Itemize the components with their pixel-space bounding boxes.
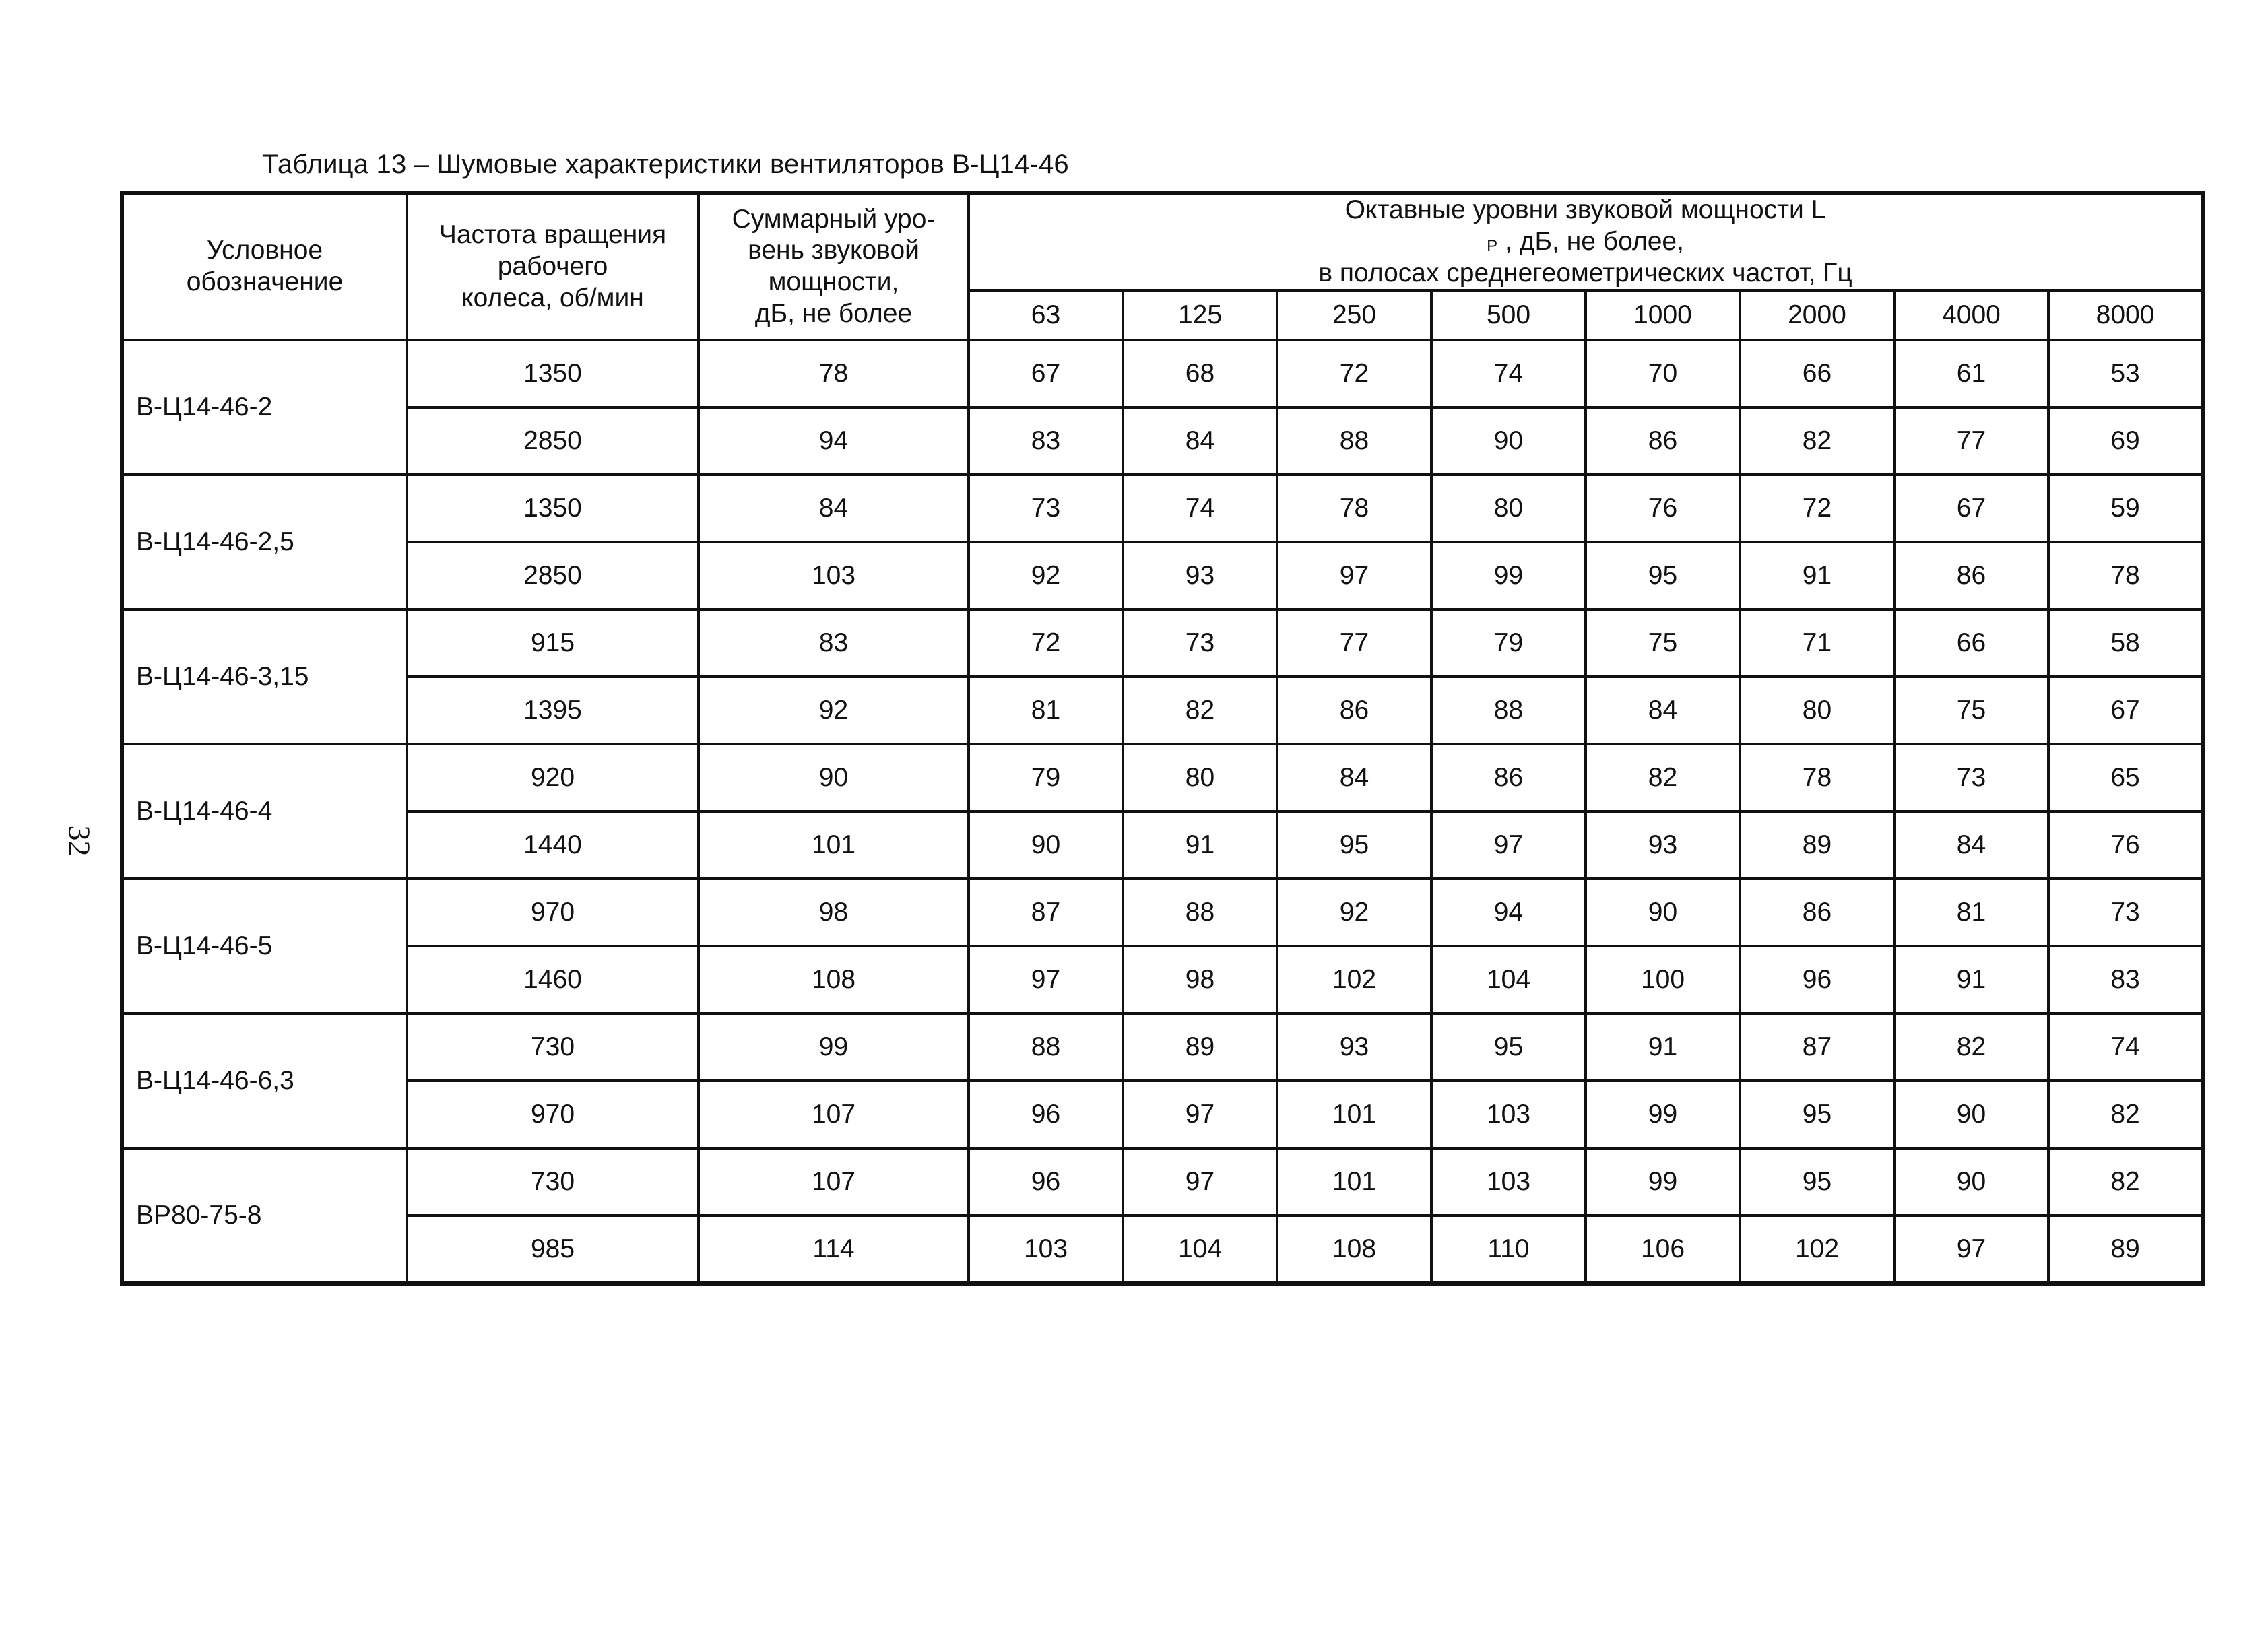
- octave-level-cell: 79: [969, 744, 1123, 811]
- octave-level-cell: 65: [2048, 744, 2203, 811]
- table-row: [122, 340, 2203, 407]
- table-row: [122, 1148, 2203, 1216]
- octave-level-cell: 58: [2048, 609, 2203, 677]
- octave-level-cell: 73: [1123, 609, 1277, 677]
- header-freq: 4000: [1894, 290, 2048, 340]
- octave-level-cell: 79: [1431, 609, 1586, 677]
- octave-level-cell: 97: [1894, 1216, 2048, 1284]
- octave-level-cell: 70: [1586, 340, 1740, 407]
- total-level-cell: 98: [699, 879, 969, 946]
- octave-level-cell: 67: [969, 340, 1123, 407]
- octave-level-cell: 78: [1277, 475, 1431, 542]
- octave-level-cell: 90: [1894, 1148, 2048, 1216]
- octave-level-cell: 93: [1123, 542, 1277, 609]
- octave-level-cell: 88: [1431, 677, 1586, 744]
- octave-level-cell: 104: [1431, 946, 1586, 1013]
- octave-level-cell: 71: [1740, 609, 1894, 677]
- header-octave-text-b: , дБ, не более,: [1497, 226, 1684, 256]
- octave-level-cell: 97: [1123, 1148, 1277, 1216]
- header-rpm: [407, 193, 699, 340]
- rpm-cell: 970: [407, 879, 699, 946]
- table-row: [122, 1216, 2203, 1284]
- header-total-line: дБ, не более: [754, 298, 913, 328]
- octave-level-cell: 72: [1277, 340, 1431, 407]
- table-row: [122, 811, 2203, 879]
- octave-level-cell: 83: [969, 407, 1123, 475]
- octave-level-cell: 61: [1894, 340, 2048, 407]
- octave-level-cell: 82: [1123, 677, 1277, 744]
- octave-level-cell: 82: [1740, 407, 1894, 475]
- octave-level-cell: 81: [1894, 879, 2048, 946]
- octave-level-cell: 96: [1740, 946, 1894, 1013]
- octave-level-cell: 72: [1740, 475, 1894, 542]
- rpm-cell: 1460: [407, 946, 699, 1013]
- total-level-cell: 92: [699, 677, 969, 744]
- octave-level-cell: 99: [1586, 1081, 1740, 1148]
- octave-level-cell: 78: [1740, 744, 1894, 811]
- octave-level-cell: 97: [1123, 1081, 1277, 1148]
- rpm-cell: 1350: [407, 340, 699, 407]
- octave-level-cell: 91: [1586, 1013, 1740, 1081]
- rpm-cell: 730: [407, 1148, 699, 1216]
- octave-level-cell: 99: [1586, 1148, 1740, 1216]
- header-rpm-line: колеса, об/мин: [461, 283, 644, 312]
- rpm-cell: 920: [407, 744, 699, 811]
- table-caption: Таблица 13 – Шумовые характеристики вентиляторов В-Ц14-46: [262, 149, 1069, 179]
- total-level-cell: 78: [699, 340, 969, 407]
- table-row: [122, 475, 2203, 542]
- octave-level-cell: 82: [1894, 1013, 2048, 1081]
- octave-level-cell: 88: [1123, 879, 1277, 946]
- octave-level-cell: 75: [1586, 609, 1740, 677]
- rpm-cell: 985: [407, 1216, 699, 1284]
- total-level-cell: 107: [699, 1148, 969, 1216]
- octave-level-cell: 95: [1277, 811, 1431, 879]
- octave-level-cell: 96: [969, 1148, 1123, 1216]
- header-octave-line-1: [970, 195, 2201, 258]
- octave-level-cell: 88: [969, 1013, 1123, 1081]
- octave-level-cell: 93: [1586, 811, 1740, 879]
- header-total-line: мощности,: [768, 267, 899, 297]
- table-row: [122, 1081, 2203, 1148]
- octave-level-cell: 108: [1277, 1216, 1431, 1284]
- header-freq: 250: [1277, 290, 1431, 340]
- total-level-cell: 99: [699, 1013, 969, 1081]
- octave-level-cell: 87: [1740, 1013, 1894, 1081]
- octave-level-cell: 95: [1740, 1148, 1894, 1216]
- octave-level-cell: 80: [1123, 744, 1277, 811]
- octave-level-cell: 102: [1740, 1216, 1894, 1284]
- octave-level-cell: 80: [1740, 677, 1894, 744]
- octave-level-cell: 104: [1123, 1216, 1277, 1284]
- octave-level-cell: 86: [1431, 744, 1586, 811]
- table-row: [122, 744, 2203, 811]
- rpm-cell: 1440: [407, 811, 699, 879]
- noise-characteristics-table: [120, 191, 2205, 1286]
- octave-level-cell: 90: [969, 811, 1123, 879]
- octave-level-cell: 84: [1586, 677, 1740, 744]
- octave-level-cell: 90: [1431, 407, 1586, 475]
- octave-level-cell: 103: [1431, 1081, 1586, 1148]
- rpm-cell: 730: [407, 1013, 699, 1081]
- rpm-cell: 970: [407, 1081, 699, 1148]
- octave-level-cell: 66: [1740, 340, 1894, 407]
- octave-level-cell: 106: [1586, 1216, 1740, 1284]
- octave-level-cell: 73: [1894, 744, 2048, 811]
- octave-level-cell: 98: [1123, 946, 1277, 1013]
- header-freq: 2000: [1740, 290, 1894, 340]
- octave-level-cell: 74: [1123, 475, 1277, 542]
- octave-level-cell: 100: [1586, 946, 1740, 1013]
- octave-level-cell: 86: [1894, 542, 2048, 609]
- octave-level-cell: 82: [1586, 744, 1740, 811]
- header-designation: Условное обозначение: [122, 193, 407, 340]
- table-row: [122, 677, 2203, 744]
- octave-level-cell: 95: [1586, 542, 1740, 609]
- header-octave-levels: [969, 193, 2203, 290]
- octave-level-cell: 88: [1277, 407, 1431, 475]
- octave-level-cell: 75: [1894, 677, 2048, 744]
- octave-level-cell: 99: [1431, 542, 1586, 609]
- octave-level-cell: 89: [2048, 1216, 2203, 1284]
- octave-level-cell: 92: [1277, 879, 1431, 946]
- model-cell: В-Ц14-46-4: [122, 744, 407, 879]
- octave-level-cell: 73: [2048, 879, 2203, 946]
- octave-level-cell: 86: [1586, 407, 1740, 475]
- table-body: [122, 340, 2203, 1284]
- octave-level-cell: 84: [1123, 407, 1277, 475]
- header-freq: 125: [1123, 290, 1277, 340]
- octave-level-cell: 83: [2048, 946, 2203, 1013]
- octave-level-cell: 94: [1431, 879, 1586, 946]
- table-row: [122, 946, 2203, 1013]
- octave-level-cell: 92: [969, 542, 1123, 609]
- rpm-cell: 2850: [407, 407, 699, 475]
- rpm-cell: 1350: [407, 475, 699, 542]
- header-rpm-line: Частота вращения: [439, 220, 667, 249]
- header-octave-text-a: Октавные уровни звуковой мощности L: [1344, 195, 1826, 224]
- octave-level-cell: 69: [2048, 407, 2203, 475]
- total-level-cell: 114: [699, 1216, 969, 1284]
- octave-level-cell: 95: [1740, 1081, 1894, 1148]
- table-row: [122, 542, 2203, 609]
- octave-level-cell: 84: [1894, 811, 2048, 879]
- model-cell: В-Ц14-46-6,3: [122, 1013, 407, 1148]
- octave-level-cell: 101: [1277, 1148, 1431, 1216]
- octave-level-cell: 76: [2048, 811, 2203, 879]
- total-level-cell: 108: [699, 946, 969, 1013]
- table-row: [122, 1013, 2203, 1081]
- octave-level-cell: 86: [1277, 677, 1431, 744]
- octave-level-cell: 96: [969, 1081, 1123, 1148]
- octave-level-cell: 67: [2048, 677, 2203, 744]
- octave-level-cell: 89: [1123, 1013, 1277, 1081]
- header-total-line: вень звуковой: [748, 236, 919, 265]
- total-level-cell: 107: [699, 1081, 969, 1148]
- octave-level-cell: 74: [1431, 340, 1586, 407]
- total-level-cell: 94: [699, 407, 969, 475]
- header-total-level: [699, 193, 969, 340]
- octave-level-cell: 90: [1586, 879, 1740, 946]
- rpm-cell: 1395: [407, 677, 699, 744]
- octave-level-cell: 86: [1740, 879, 1894, 946]
- octave-level-cell: 73: [969, 475, 1123, 542]
- octave-level-cell: 90: [1894, 1081, 2048, 1148]
- octave-level-cell: 74: [2048, 1013, 2203, 1081]
- model-cell: В-Ц14-46-2,5: [122, 475, 407, 609]
- rpm-cell: 915: [407, 609, 699, 677]
- octave-level-cell: 66: [1894, 609, 2048, 677]
- model-cell: В-Ц14-46-3,15: [122, 609, 407, 744]
- rpm-cell: 2850: [407, 542, 699, 609]
- octave-level-cell: 84: [1277, 744, 1431, 811]
- model-cell: В-Ц14-46-2: [122, 340, 407, 475]
- octave-level-cell: 77: [1894, 407, 2048, 475]
- header-freq: 63: [969, 290, 1123, 340]
- table-row: [122, 879, 2203, 946]
- octave-level-cell: 77: [1277, 609, 1431, 677]
- total-level-cell: 103: [699, 542, 969, 609]
- total-level-cell: 84: [699, 475, 969, 542]
- total-level-cell: 101: [699, 811, 969, 879]
- model-cell: ВР80-75-8: [122, 1148, 407, 1284]
- total-level-cell: 83: [699, 609, 969, 677]
- octave-level-cell: 91: [1123, 811, 1277, 879]
- octave-level-cell: 81: [969, 677, 1123, 744]
- header-octave-line-2: в полосах среднегеометрических частот, Гц: [1318, 258, 1852, 288]
- octave-level-cell: 103: [1431, 1148, 1586, 1216]
- octave-level-cell: 91: [1894, 946, 2048, 1013]
- octave-level-cell: 78: [2048, 542, 2203, 609]
- table-row: [122, 407, 2203, 475]
- octave-level-cell: 53: [2048, 340, 2203, 407]
- header-freq: 1000: [1586, 290, 1740, 340]
- octave-level-cell: 80: [1431, 475, 1586, 542]
- octave-level-cell: 82: [2048, 1148, 2203, 1216]
- model-cell: В-Ц14-46-5: [122, 879, 407, 1013]
- octave-level-cell: 76: [1586, 475, 1740, 542]
- octave-level-cell: 101: [1277, 1081, 1431, 1148]
- octave-level-cell: 95: [1431, 1013, 1586, 1081]
- octave-level-cell: 59: [2048, 475, 2203, 542]
- octave-level-cell: 82: [2048, 1081, 2203, 1148]
- table-row: [122, 609, 2203, 677]
- octave-level-cell: 110: [1431, 1216, 1586, 1284]
- octave-level-cell: 89: [1740, 811, 1894, 879]
- page-number: 32: [62, 825, 97, 857]
- octave-level-cell: 72: [969, 609, 1123, 677]
- octave-level-cell: 68: [1123, 340, 1277, 407]
- octave-level-cell: 97: [1431, 811, 1586, 879]
- octave-level-cell: 103: [969, 1216, 1123, 1284]
- octave-level-cell: 91: [1740, 542, 1894, 609]
- header-octave-subscript: P: [1487, 236, 1498, 255]
- header-freq: 500: [1431, 290, 1586, 340]
- octave-level-cell: 93: [1277, 1013, 1431, 1081]
- total-level-cell: 90: [699, 744, 969, 811]
- header-rpm-line: рабочего: [497, 251, 608, 281]
- octave-level-cell: 102: [1277, 946, 1431, 1013]
- octave-level-cell: 67: [1894, 475, 2048, 542]
- header-total-line: Суммарный уро-: [732, 204, 936, 234]
- header-freq: 8000: [2048, 290, 2203, 340]
- octave-level-cell: 97: [969, 946, 1123, 1013]
- octave-level-cell: 97: [1277, 542, 1431, 609]
- octave-level-cell: 87: [969, 879, 1123, 946]
